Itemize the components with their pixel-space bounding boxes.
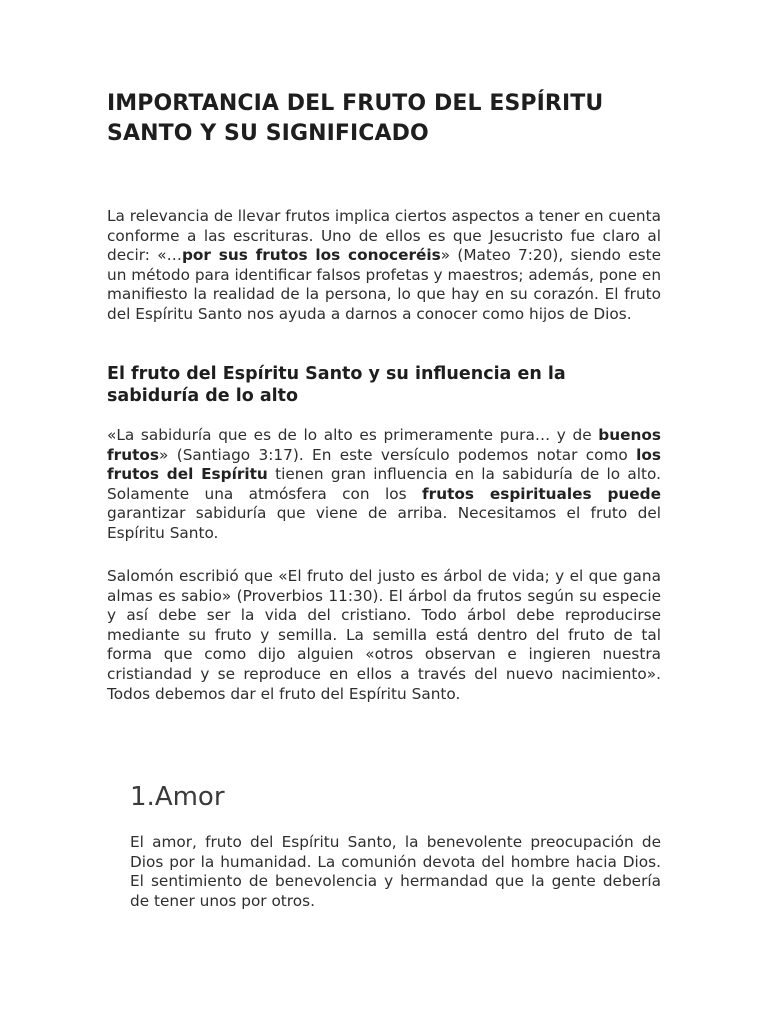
wisdom-bold-1: buenos frutos [107, 426, 661, 464]
wisdom-text-4: garantizar sabiduría que viene de arriba. Necesitamos el fruto del Espíritu Santo. [107, 504, 661, 542]
solomon-paragraph: Salomón escribió que «El fruto del justo es árbol de vida; y el que gana almas es sabio» (Proverbios 11:30). El árbol da frutos según su especie y así debe ser la vida del cristiano. Todo árbol debe reproducirse mediante su fruto y semilla. La semilla está dentro del fruto de tal forma que como dijo alguien «otros observan e ingieren nuestra cristiandad y se reproduce en ellos a través del nuevo nacimiento». Todos debemos dar el fruto del Espíritu Santo. [107, 567, 661, 703]
wisdom-text-3: tienen gran influencia en la sabiduría de lo alto. Solamente una atmósfera con los [107, 465, 661, 503]
amor-heading [130, 780, 225, 814]
intro-text-1: La relevancia de llevar frutos implica ciertos aspectos a tener en cuenta conforme a las escrituras. Uno de ellos es que Jesucristo fue claro al decir: «… [107, 207, 661, 265]
wisdom-bold-3: frutos espirituales puede [422, 484, 661, 503]
document-title: IMPORTANCIA DEL FRUTO DEL ESPÍRITU SANTO Y SU SIGNIFICADO [107, 91, 604, 146]
wisdom-paragraph [107, 426, 661, 544]
section-subheading: El fruto del Espíritu Santo y su influencia en la sabiduría de lo alto [107, 364, 566, 406]
intro-text-2: » (Mateo 7:20), siendo este un método para identificar falsos profetas y maestros; además, pone en manifiesto la realidad de la persona, lo que hay en su corazón. El fruto del Espíritu Santo nos ayuda a darnos a conocer como hijos de Dios. [107, 246, 662, 323]
wisdom-text-1: «La sabiduría que es de lo alto es primeramente pura… y de [107, 426, 599, 444]
amor-paragraph: El amor, fruto del Espíritu Santo, la benevolente preocupación de Dios por la humanidad. La comunión devota del hombre hacia Dios. El sentimiento de benevolencia y hermandad que la gente debería de tener unos por otros. [130, 833, 661, 910]
amor-title: Amor [154, 782, 225, 812]
intro-paragraph [107, 207, 661, 325]
amor-number: 1. [130, 782, 155, 812]
wisdom-bold-2: los frutos del Espíritu [107, 445, 661, 484]
intro-bold-quote: por sus frutos los conoceréis [181, 246, 441, 265]
wisdom-text-2: » (Santiago 3:17). En este versículo podemos notar como [159, 445, 637, 464]
